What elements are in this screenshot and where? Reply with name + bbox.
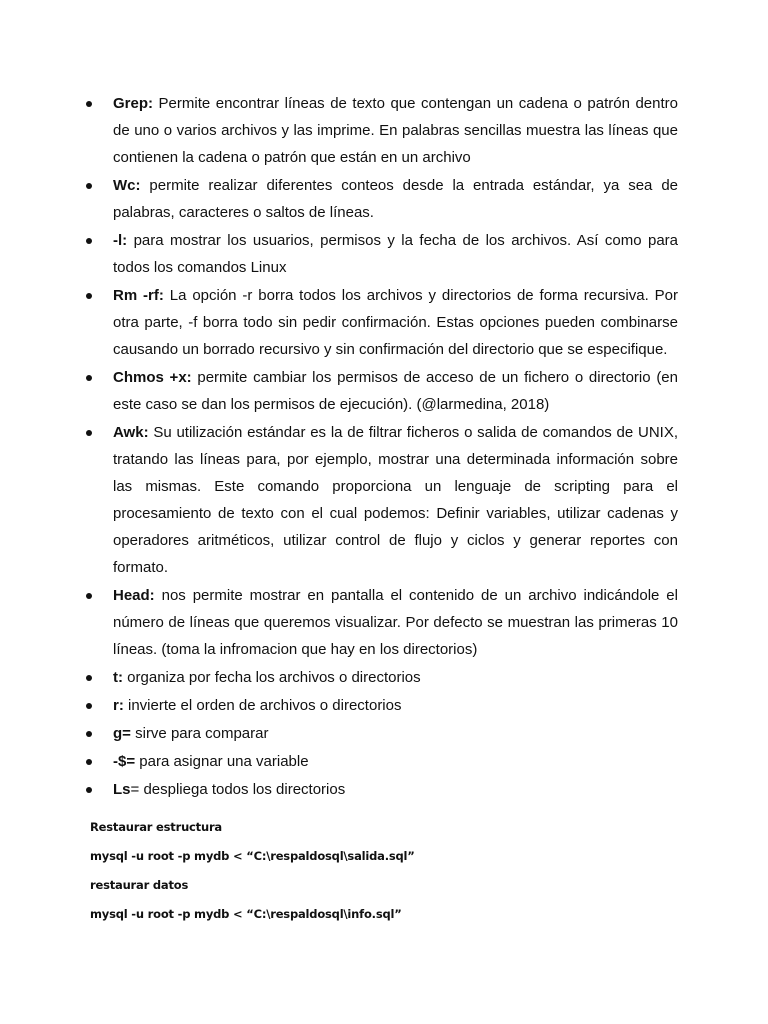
term-description: permite realizar diferentes conteos desde la entrada estándar, ya sea de palabras, caracteres o saltos de líneas. <box>113 177 678 221</box>
term-description: nos permite mostrar en pantalla el contenido de un archivo indicándole el número de líneas que queremos visualizar. Por defecto se muestran las primeras 10 líneas. (toma la infromacion que hay en los directorios) <box>113 587 678 658</box>
term-label: -l: <box>113 232 128 249</box>
term-label: g= <box>113 725 131 742</box>
list-item-rm-rf <box>82 282 678 363</box>
term-description: permite cambiar los permisos de acceso de un fichero o directorio (en este caso se dan los permisos de ejecución). (@larmedina, 2018) <box>113 369 678 413</box>
bullet-icon <box>86 787 92 793</box>
bullet-icon <box>86 101 92 107</box>
list-item-awk <box>82 419 678 581</box>
mysql-restore-section <box>90 813 690 929</box>
term-label: Grep: <box>113 95 154 112</box>
term-label: Awk: <box>113 424 149 441</box>
term-label: Ls <box>113 781 131 798</box>
term-label: Rm -rf: <box>113 287 164 304</box>
term-description: La opción -r borra todos los archivos y directorios de forma recursiva. Por otra parte, -f borra todo sin pedir confirmación. Estas opciones pueden combinarse causando un borrado recursivo y sin confirmación del directorio que se especifique. <box>113 287 678 358</box>
bullet-icon <box>86 375 92 381</box>
bullet-icon <box>86 675 92 681</box>
list-item-chmos <box>82 364 678 418</box>
term-label: Chmos +x: <box>113 369 192 386</box>
bullet-icon <box>86 293 92 299</box>
bullet-icon <box>86 183 92 189</box>
restore-structure-heading: Restaurar estructura <box>90 820 222 834</box>
term-label: t: <box>113 669 123 686</box>
term-description: Permite encontrar líneas de texto que contengan un cadena o patrón dentro de uno o varios archivos y las imprime. En palabras sencillas muestra las líneas que contienen la cadena o patrón que están en un archivo <box>113 95 678 166</box>
bullet-icon <box>86 703 92 709</box>
list-item-r <box>82 692 678 719</box>
term-label: r: <box>113 697 124 714</box>
term-description: Su utilización estándar es la de filtrar ficheros o salida de comandos de UNIX, tratando las líneas para, por ejemplo, mostrar una determinada información sobre las mismas. Este comando proporciona un lenguaje de scripting para el procesamiento de texto con el cual podemos: Definir variables, utilizar cadenas y operadores aritméticos, utilizar control de flujo y ciclos y generar reportes con formato. <box>113 424 678 576</box>
restore-data-heading: restaurar datos <box>90 878 189 892</box>
term-description: organiza por fecha los archivos o directorios <box>123 669 421 686</box>
bullet-icon <box>86 430 92 436</box>
restore-data-command: mysql -u root -p mydb < “C:\respaldosql\info.sql” <box>90 907 402 921</box>
term-label: Head: <box>113 587 155 604</box>
list-item-l <box>82 227 678 281</box>
list-item-t <box>82 664 678 691</box>
list-item-wc <box>82 172 678 226</box>
bullet-icon <box>86 238 92 244</box>
list-item-assign <box>82 748 678 775</box>
term-label: Wc: <box>113 177 141 194</box>
bullet-icon <box>86 731 92 737</box>
term-description: = despliega todos los directorios <box>130 781 346 798</box>
list-item-ls <box>82 776 678 803</box>
command-list <box>82 90 678 804</box>
list-item-g <box>82 720 678 747</box>
restore-structure-command: mysql -u root -p mydb < “C:\respaldosql\salida.sql” <box>90 849 415 863</box>
term-description: sirve para comparar <box>130 725 269 742</box>
list-item-head <box>82 582 678 663</box>
list-item-grep <box>82 90 678 171</box>
term-label: -$= <box>113 753 136 770</box>
bullet-icon <box>86 593 92 599</box>
term-description: para asignar una variable <box>135 753 309 770</box>
bullet-icon <box>86 759 92 765</box>
term-description: invierte el orden de archivos o directorios <box>123 697 402 714</box>
term-description: para mostrar los usuarios, permisos y la fecha de los archivos. Así como para todos los comandos Linux <box>113 232 678 276</box>
